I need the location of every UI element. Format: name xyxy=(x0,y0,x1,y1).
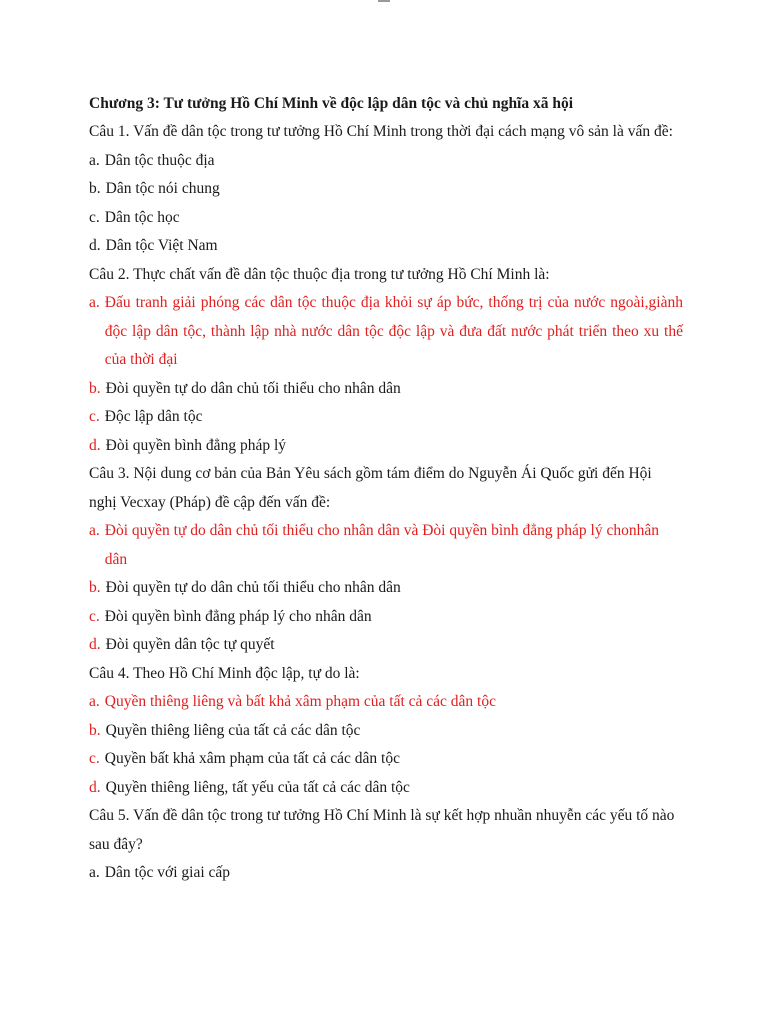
option-text: Dân tộc Việt Nam xyxy=(105,237,218,254)
question-text: Câu 5. Vấn đề dân tộc trong tư tưởng Hồ Chí Minh là sự kết hợp nhuần nhuyễn các yếu tố nào sau đây? xyxy=(89,807,675,853)
document-page xyxy=(89,90,683,888)
option-1d xyxy=(89,232,683,261)
option-4a-correct xyxy=(89,688,683,717)
question-5 xyxy=(89,802,683,859)
question-3 xyxy=(89,460,683,517)
option-text: Đòi quyền dân tộc tự quyết xyxy=(105,636,275,653)
question-text: Câu 2. Thực chất vấn đề dân tộc thuộc địa trong tư tưởng Hồ Chí Minh là: xyxy=(89,265,550,283)
option-letter: b. xyxy=(89,721,101,739)
option-letter: b. xyxy=(89,379,101,397)
option-3c xyxy=(89,603,683,632)
option-letter: c. xyxy=(89,408,100,425)
option-letter: d. xyxy=(89,778,101,796)
question-4 xyxy=(89,660,683,689)
option-text: Dân tộc thuộc địa xyxy=(104,151,215,169)
option-text: Quyền thiêng liêng và bất khả xâm phạm của tất cả các dân tộc xyxy=(104,693,496,710)
option-1a xyxy=(89,147,683,176)
option-2d xyxy=(89,432,683,461)
chapter-title: Chương 3: Tư tưởng Hồ Chí Minh về độc lập dân tộc và chủ nghĩa xã hội xyxy=(89,95,574,112)
option-letter: b. xyxy=(89,579,101,596)
option-2c xyxy=(89,403,683,432)
question-text: Câu 3. Nội dung cơ bản của Bản Yêu sách gồm tám điểm do Nguyễn Ái Quốc gửi đến Hội nghị Vecxay (Pháp) đề cập đến vấn đề: xyxy=(89,465,652,511)
option-letter: c. xyxy=(89,750,100,767)
option-text: Dân tộc với giai cấp xyxy=(104,864,231,881)
option-text: Dân tộc nói chung xyxy=(105,180,220,197)
option-3a-correct xyxy=(89,517,683,574)
option-text: Quyền thiêng liêng, tất yếu của tất cả các dân tộc xyxy=(105,778,410,796)
option-text: Quyền thiêng liêng của tất cả các dân tộc xyxy=(105,721,361,739)
option-1c xyxy=(89,204,683,233)
option-text: Quyền bất khả xâm phạm của tất cả các dân tộc xyxy=(104,750,400,767)
question-text: Câu 1. Vấn đề dân tộc trong tư tưởng Hồ Chí Minh trong thời đại cách mạng vô sản là vấn đề: xyxy=(89,123,673,140)
option-4c xyxy=(89,745,683,774)
option-3d xyxy=(89,631,683,660)
option-5a xyxy=(89,859,683,888)
option-letter: d. xyxy=(89,436,101,454)
option-2a-correct xyxy=(89,289,683,375)
option-4d xyxy=(89,774,683,803)
option-letter: d. xyxy=(89,237,101,254)
question-2 xyxy=(89,261,683,290)
option-text: Đòi quyền tự do dân chủ tối thiểu cho nhân dân xyxy=(105,579,401,596)
option-letter: c. xyxy=(89,607,100,625)
option-text: Đòi quyền bình đẳng pháp lý cho nhân dân xyxy=(104,607,372,625)
option-text: Đòi quyền bình đẳng pháp lý xyxy=(105,436,287,454)
option-letter: c. xyxy=(89,208,100,226)
option-text: Dân tộc học xyxy=(104,208,180,226)
page-top-marker xyxy=(378,0,390,2)
option-letter: a. xyxy=(89,294,100,311)
option-letter: d. xyxy=(89,636,101,653)
option-letter: a. xyxy=(89,864,100,881)
question-text: Câu 4. Theo Hồ Chí Minh độc lập, tự do là: xyxy=(89,664,360,682)
option-letter: a. xyxy=(89,522,100,539)
option-letter: a. xyxy=(89,693,100,710)
option-text: Đấu tranh giải phóng các dân tộc thuộc địa khỏi sự áp bức, thống trị của nước ngoài,giành độc lập dân tộc, thành lập nhà nước dân tộc độc lập và đưa đất nước phát triển theo xu thế của thời đại xyxy=(104,294,683,368)
option-3b xyxy=(89,574,683,603)
option-text: Đòi quyền tự do dân chủ tối thiểu cho nhân dân xyxy=(105,379,401,397)
option-1b xyxy=(89,175,683,204)
option-letter: a. xyxy=(89,151,100,169)
option-4b xyxy=(89,717,683,746)
option-text: Độc lập dân tộc xyxy=(104,408,203,425)
option-letter: b. xyxy=(89,180,101,197)
option-2b xyxy=(89,375,683,404)
option-text: Đòi quyền tự do dân chủ tối thiểu cho nhân dân và Đòi quyền bình đẳng pháp lý chonhân dân xyxy=(104,522,659,568)
question-1 xyxy=(89,118,683,147)
